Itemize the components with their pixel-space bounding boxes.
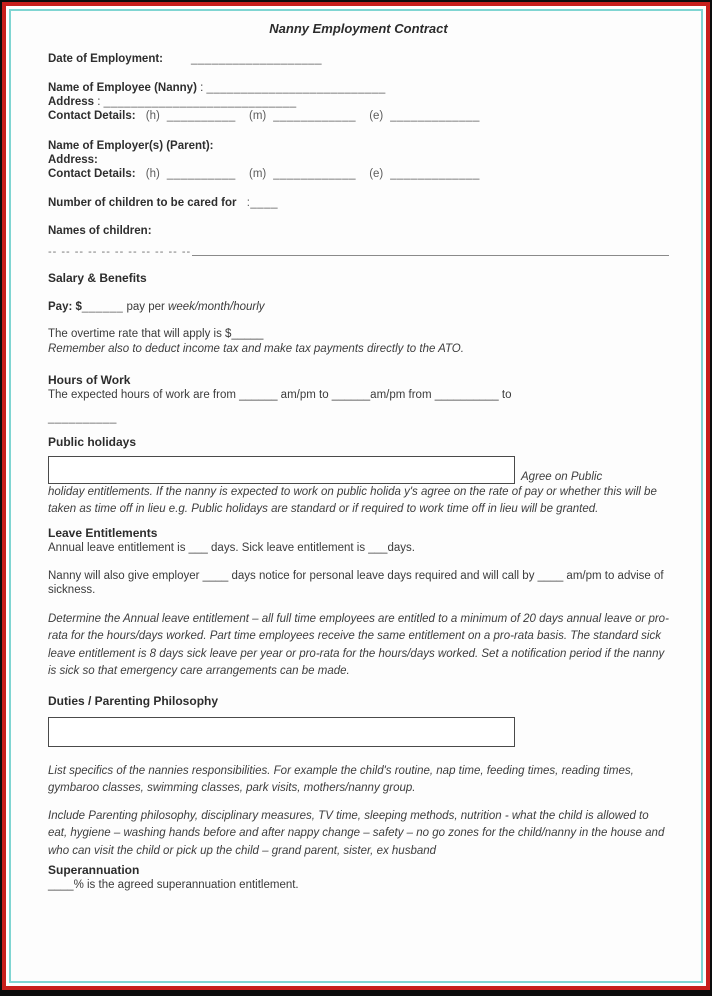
employee-name-label: Name of Employee (Nanny) [48,82,197,94]
contact-email-label: (e) [369,110,384,122]
hours-continuation-blank: __________ [48,411,117,424]
employer-name-label: Name of Employer(s) (Parent): [48,140,214,152]
hours-of-work-continuation-blank [48,411,669,425]
children-count-blank: :____ [246,197,278,209]
date-of-employment-label: Date of Employment: [48,53,164,65]
pay-label: Pay: $ [48,301,82,313]
hours-of-work-line: The expected hours of work are from ______ am/pm to ______am/pm from __________ to [48,388,512,401]
children-names-row [48,224,669,238]
employer-address-label: Address: [48,154,98,166]
duties-list-note: List specifics of the nannies responsibilities. For example the child's routine, nap time, feeding times, reading times, gymbaroo classes, swimming classes, park visits, mothers/nanny group. [48,764,634,794]
employee-name-blank: __________________________ [206,82,386,94]
superannuation-heading: Superannuation [48,863,140,877]
employee-address-blank: ____________________________ [103,96,297,108]
children-names-divider [48,247,669,258]
superannuation-line: ____% is the agreed superannuation entitlement. [48,879,299,891]
children-count-row [48,196,669,210]
contact-home-label: (h) [145,168,160,180]
leave-entitlements-section [48,526,669,681]
contact-mobile-label: (m) [248,110,267,122]
employee-address-label: Address [48,96,95,108]
contact-mobile-blank: ____________ [273,110,356,122]
overtime-rate-row: The overtime rate that will apply is $_____ [48,328,264,340]
leave-entitlements-heading: Leave Entitlements [48,525,158,540]
salary-benefits-heading: Salary & Benefits [48,271,147,285]
cyan-frame [9,9,703,983]
hours-of-work-heading: Hours of Work [48,372,131,387]
employer-name-row [48,139,669,153]
children-names-label: Names of children: [48,225,152,237]
duties-heading: Duties / Parenting Philosophy [48,693,219,708]
employer-contact-label: Contact Details: [48,168,136,180]
leave-notice-paragraph: Nanny will also give employer ____ days notice for personal leave days required and will call by ____ am/pm to advise of sickness. [48,569,664,596]
employee-contact-row [48,109,669,123]
public-holidays-section [48,435,669,519]
public-holidays-entry-row [48,456,669,484]
contact-email-blank: _____________ [390,110,480,122]
employee-contact-label: Contact Details: [48,110,136,122]
hours-of-work-section [48,373,669,425]
employee-name-separator: : [196,82,207,94]
contact-home-label: (h) [145,110,160,122]
pay-per-text: pay per [123,301,169,313]
employer-address-row [48,153,669,167]
page-title: Nanny Employment Contract [269,21,448,36]
duties-box[interactable] [48,717,515,747]
public-holidays-note: holiday entitlements. If the nanny is expected to work on public holida y's agree on the rate of pay or whether this will be taken as time off in lieu e.g. Public holidays are standard or if required to work time off in lieu will be granted. [48,485,657,515]
employee-address-row [48,95,669,109]
contact-home-blank: __________ [166,110,236,122]
date-of-employment-blank: ___________________ [191,53,323,65]
pay-blank: ______ [81,301,124,313]
leave-entitlement-line: Annual leave entitlement is ___ days. Sick leave entitlement is ___days. [48,541,415,554]
public-holidays-box[interactable] [48,456,515,484]
employer-contact-row [48,167,669,181]
pay-row [48,300,669,314]
public-holidays-note-lead: Agree on Public [521,470,603,483]
public-holidays-heading: Public holidays [48,434,137,449]
red-frame [2,2,710,990]
employee-details-block [48,81,669,123]
document-page [11,11,701,981]
children-count-label: Number of children to be cared for [48,197,237,209]
contact-mobile-label: (m) [248,168,267,180]
employee-name-row [48,81,669,95]
divider-dashes: -- -- -- -- -- -- -- -- -- -- -- [48,246,192,258]
employee-address-separator: : [94,96,104,108]
tax-note: Remember also to deduct income tax and make tax payments directly to the ATO. [48,343,464,355]
pay-unit-options: week/month/hourly [168,301,265,313]
contact-email-blank: _____________ [390,168,480,180]
contact-home-blank: __________ [166,168,236,180]
superannuation-section [48,863,669,892]
employer-details-block [48,139,669,181]
date-of-employment-row [48,52,669,66]
leave-determine-note: Determine the Annual leave entitlement – all full time employees are entitled to a minimum of 20 days annual leave or pro-rata for the hours/days worked. Part time employees receive the same entitlement on a pro-rata basis. The standard sick leave entitlement is 8 days sick leave per year or pro-rata for the hours/days worked. Set a notification period if the nanny is sick so that emergency care arrangements can be made. [48,612,669,677]
duties-section [48,694,669,861]
duties-include-note: Include Parenting philosophy, disciplinary measures, TV time, sleeping methods, nutrition - what the child is allowed to eat, hygiene – washing hands before and after nappy change – safety – no go zones for the child/nanny in the house and who can visit the child or pick up the child – grand parent, sister, ex husband [48,809,665,857]
divider-rule-line [192,255,669,256]
contact-email-label: (e) [369,168,384,180]
contact-mobile-blank: ____________ [273,168,356,180]
